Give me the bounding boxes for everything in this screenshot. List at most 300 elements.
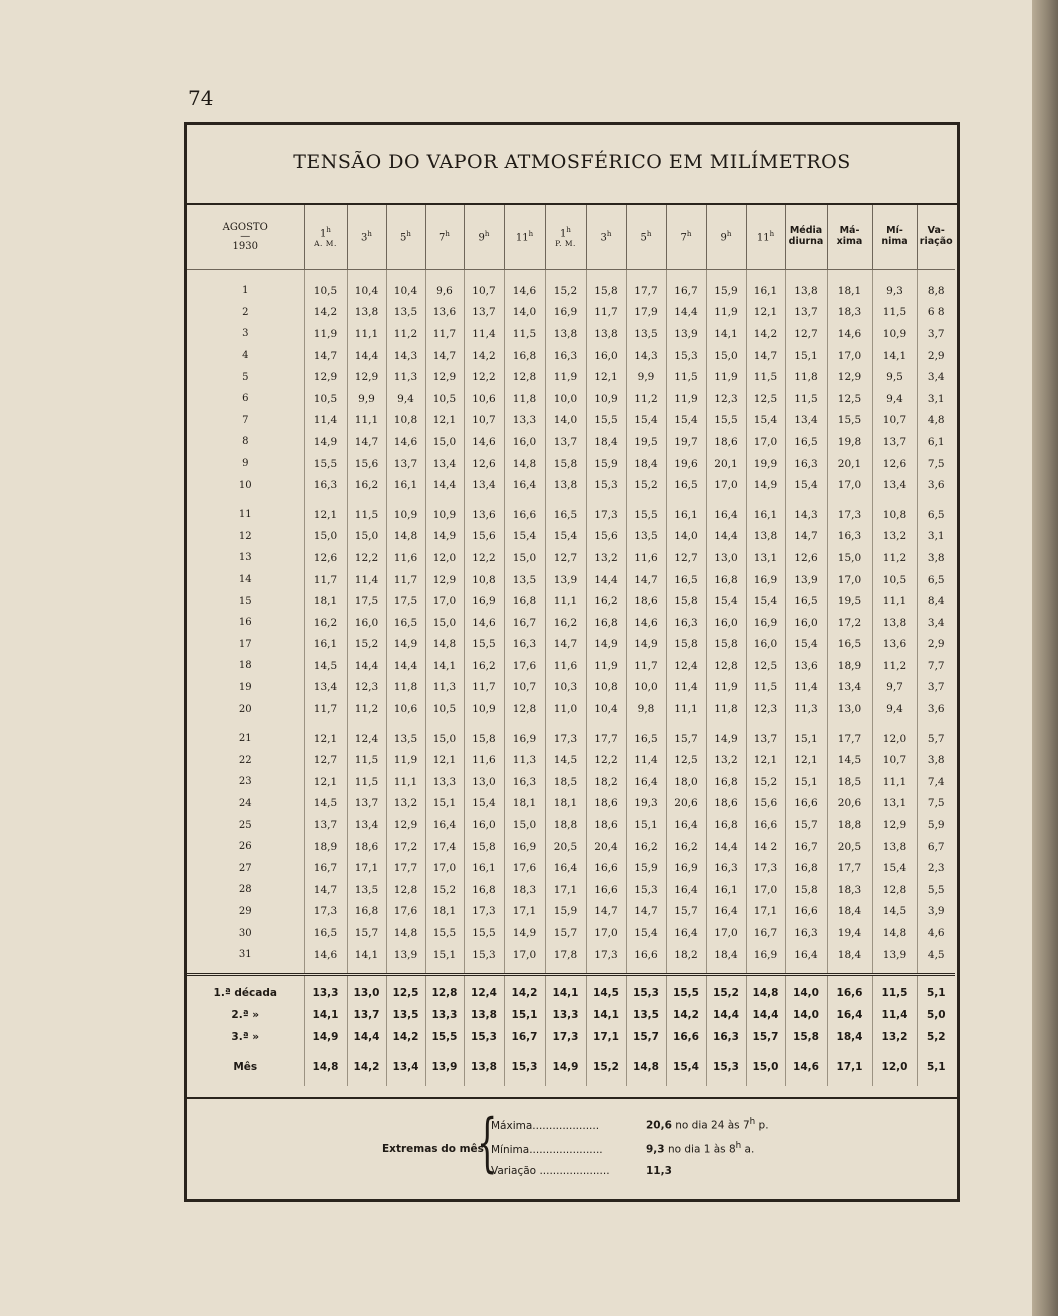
table-row xyxy=(187,836,955,858)
value-cell: 14,6 xyxy=(827,323,872,345)
value-cell: 16,2 xyxy=(666,836,706,858)
spacer-cell xyxy=(187,965,304,975)
spacer-cell xyxy=(504,270,545,281)
spacer-cell xyxy=(706,975,746,983)
value-cell: 12,7 xyxy=(666,547,706,569)
hour-sup: h xyxy=(606,230,612,239)
value-cell: 14,2 xyxy=(304,302,347,324)
value-cell: 15,0 xyxy=(425,728,464,750)
spacer-cell xyxy=(545,270,586,281)
spacer-cell xyxy=(626,720,666,728)
value-cell: 19,9 xyxy=(746,453,785,475)
day-cell: 30 xyxy=(187,922,304,944)
value-cell: 13,4 xyxy=(425,453,464,475)
table-row xyxy=(187,749,955,771)
value-cell: 15,9 xyxy=(545,901,586,923)
header-stat-3 xyxy=(917,205,955,270)
hour-sup: h xyxy=(484,230,490,239)
value-cell: 15,1 xyxy=(626,814,666,836)
spacer-cell xyxy=(425,1048,464,1056)
hour-label xyxy=(667,230,706,244)
spacer-cell xyxy=(545,975,586,983)
value-cell: 14,4 xyxy=(706,836,746,858)
spacer-cell xyxy=(626,270,666,281)
table-row xyxy=(187,612,955,634)
value-cell: 9,3 xyxy=(872,280,917,302)
value-cell: 11,4 xyxy=(626,749,666,771)
spacer-cell xyxy=(304,1078,347,1086)
spacer-cell xyxy=(626,496,666,504)
spacer-cell xyxy=(304,965,347,975)
table-row xyxy=(187,634,955,656)
value-cell: 12,8 xyxy=(706,655,746,677)
value-cell: 16,5 xyxy=(626,728,666,750)
value-cell: 16,5 xyxy=(827,634,872,656)
value-cell: 16,9 xyxy=(504,728,545,750)
table-row xyxy=(187,569,955,591)
hour-number: 7 xyxy=(439,232,446,244)
spacer-cell xyxy=(386,965,425,975)
spacer-cell xyxy=(347,1048,386,1056)
summary-value: 16,6 xyxy=(827,982,872,1004)
value-cell: 12,0 xyxy=(872,728,917,750)
value-cell: 18,5 xyxy=(545,771,586,793)
day-cell: 7 xyxy=(187,410,304,432)
value-cell: 12,2 xyxy=(464,366,504,388)
spacer-cell xyxy=(504,720,545,728)
spacer-cell xyxy=(464,975,504,983)
value-cell: 13,0 xyxy=(464,771,504,793)
value-cell: 9,8 xyxy=(626,698,666,720)
summary-value: 5,0 xyxy=(926,1009,946,1022)
value-cell: 10,9 xyxy=(586,388,626,410)
spacer-cell xyxy=(917,720,955,728)
day-cell: 21 xyxy=(187,728,304,750)
value-cell: 12,6 xyxy=(872,453,917,475)
value-cell: 15,5 xyxy=(586,410,626,432)
value-cell: 5,7 xyxy=(927,732,945,745)
spacer-cell xyxy=(425,975,464,983)
spacer-cell xyxy=(545,1078,586,1086)
spacer-cell xyxy=(504,965,545,975)
value-cell: 15,0 xyxy=(304,526,347,548)
summary-value: 5,2 xyxy=(926,1031,946,1044)
header-hour-2 xyxy=(386,205,425,270)
hour-sup: h xyxy=(686,230,692,239)
day-cell: 5 xyxy=(187,366,304,388)
spacer-cell xyxy=(872,496,917,504)
value-cell: 16,4 xyxy=(666,814,706,836)
value-cell: 16,3 xyxy=(785,453,827,475)
value-cell: 11,9 xyxy=(666,388,706,410)
spacer-cell xyxy=(746,270,785,281)
day-cell: 23 xyxy=(187,771,304,793)
header-stat-2 xyxy=(872,205,917,270)
value-cell: 14,5 xyxy=(304,655,347,677)
value-cell: 11,9 xyxy=(586,655,626,677)
value-cell: 13,8 xyxy=(545,323,586,345)
summary-value: 14,0 xyxy=(785,1004,827,1026)
value-cell: 15,4 xyxy=(785,634,827,656)
spacer-cell xyxy=(386,975,425,983)
value-cell: 9,9 xyxy=(626,366,666,388)
summary-value: 15,7 xyxy=(746,1026,785,1048)
hour-label xyxy=(505,230,545,244)
value-cell: 17,0 xyxy=(425,857,464,879)
table-row xyxy=(187,814,955,836)
spacer-cell xyxy=(425,270,464,281)
value-cell: 15,0 xyxy=(504,814,545,836)
value-cell: 3,6 xyxy=(927,703,945,716)
value-cell: 15,5 xyxy=(464,922,504,944)
value-cell: 12,8 xyxy=(504,698,545,720)
value-cell: 12,7 xyxy=(785,323,827,345)
value-cell: 17,5 xyxy=(347,590,386,612)
month-label: AGOSTO xyxy=(222,221,268,233)
day-cell: 4 xyxy=(187,345,304,367)
value-cell: 16,2 xyxy=(304,612,347,634)
value-cell: 18,2 xyxy=(586,771,626,793)
value-cell: 11,8 xyxy=(706,698,746,720)
value-cell: 11,6 xyxy=(626,547,666,569)
value-cell: 20,5 xyxy=(827,836,872,858)
value-cell: 11,7 xyxy=(464,677,504,699)
value-cell: 14,7 xyxy=(785,526,827,548)
spacer-cell xyxy=(785,270,827,281)
summary-value: 14,2 xyxy=(386,1026,425,1048)
value-cell: 15,4 xyxy=(706,590,746,612)
value-cell: 14,4 xyxy=(347,655,386,677)
value-cell: 17,7 xyxy=(386,857,425,879)
spacer-cell xyxy=(545,1048,586,1056)
table-row xyxy=(187,771,955,793)
value-cell: 3,4 xyxy=(927,371,945,384)
value-cell: 4,5 xyxy=(927,948,945,961)
value-cell: 14,4 xyxy=(347,345,386,367)
summary-value: 15,1 xyxy=(504,1004,545,1026)
value-cell: 14,7 xyxy=(626,569,666,591)
value-cell: 11,8 xyxy=(386,677,425,699)
value-cell: 16,4 xyxy=(666,922,706,944)
value-cell: 10,8 xyxy=(464,569,504,591)
value-cell: 14,8 xyxy=(386,526,425,548)
hour-sup: h xyxy=(646,230,652,239)
summary-value: 14,8 xyxy=(626,1056,666,1078)
header-stat-1 xyxy=(827,205,872,270)
summary-row xyxy=(187,982,955,1004)
summary-value: 13,3 xyxy=(304,982,347,1004)
summary-value: 17,3 xyxy=(545,1026,586,1048)
decade-gap-row xyxy=(187,496,955,504)
value-cell: 4,8 xyxy=(927,414,945,427)
value-cell: 10,8 xyxy=(872,504,917,526)
value-cell: 17,6 xyxy=(504,857,545,879)
day-cell: 6 xyxy=(187,388,304,410)
spacer-cell xyxy=(746,720,785,728)
hour-number: 11 xyxy=(756,232,770,244)
value-cell: 15,4 xyxy=(626,410,666,432)
day-cell: 10 xyxy=(187,474,304,496)
value-cell: 15,8 xyxy=(586,280,626,302)
value-cell: 13,7 xyxy=(386,453,425,475)
value-cell: 20,4 xyxy=(586,836,626,858)
spacer-row xyxy=(187,965,955,975)
header-row xyxy=(187,205,955,270)
value-cell: 11,5 xyxy=(785,388,827,410)
spacer-cell xyxy=(187,1048,304,1056)
value-cell: 7,4 xyxy=(927,775,945,788)
spacer-cell xyxy=(666,1078,706,1086)
summary-value: 16,3 xyxy=(706,1026,746,1048)
value-cell: 15,3 xyxy=(464,944,504,966)
value-cell: 16,3 xyxy=(545,345,586,367)
value-cell: 16,0 xyxy=(464,814,504,836)
value-cell: 14,7 xyxy=(304,879,347,901)
hour-label xyxy=(587,230,626,244)
value-cell: 16,5 xyxy=(666,569,706,591)
value-cell: 15,0 xyxy=(347,526,386,548)
value-cell: 14,3 xyxy=(785,504,827,526)
day-cell: 9 xyxy=(187,453,304,475)
value-cell: 9,4 xyxy=(872,698,917,720)
spacer-cell xyxy=(347,1078,386,1086)
value-cell: 11,7 xyxy=(425,323,464,345)
value-cell: 13,9 xyxy=(386,944,425,966)
value-cell: 12,6 xyxy=(304,547,347,569)
spacer-cell xyxy=(304,496,347,504)
summary-value: 13,8 xyxy=(464,1004,504,1026)
spacer-cell xyxy=(586,496,626,504)
value-cell: 9,5 xyxy=(872,366,917,388)
value-cell: 16,1 xyxy=(706,879,746,901)
value-cell: 10,5 xyxy=(872,569,917,591)
table-row xyxy=(187,302,955,324)
value-cell: 15,8 xyxy=(666,590,706,612)
header-hour-4 xyxy=(464,205,504,270)
value-cell: 13,3 xyxy=(425,771,464,793)
value-cell: 18,8 xyxy=(827,814,872,836)
spacer-cell xyxy=(586,1048,626,1056)
spacer-cell xyxy=(706,1048,746,1056)
value-cell: 16,5 xyxy=(785,431,827,453)
page-number: 74 xyxy=(188,86,214,110)
value-cell: 13,7 xyxy=(545,431,586,453)
header-hour-8 xyxy=(626,205,666,270)
value-cell: 12,9 xyxy=(304,366,347,388)
value-cell: 11,7 xyxy=(304,698,347,720)
value-cell: 16,2 xyxy=(545,612,586,634)
table-frame xyxy=(184,122,960,1202)
value-cell: 11,9 xyxy=(706,677,746,699)
value-cell: 14,5 xyxy=(872,901,917,923)
spacer-cell xyxy=(872,965,917,975)
value-cell: 18,6 xyxy=(706,793,746,815)
spacer-cell xyxy=(347,975,386,983)
value-cell: 14,7 xyxy=(425,345,464,367)
value-cell: 14,6 xyxy=(464,612,504,634)
value-cell: 15,0 xyxy=(425,431,464,453)
value-cell: 13,8 xyxy=(785,280,827,302)
summary-value: 14,6 xyxy=(785,1056,827,1078)
value-cell: 15,2 xyxy=(545,280,586,302)
value-cell: 15,0 xyxy=(504,547,545,569)
hour-number: 1 xyxy=(560,228,567,240)
value-cell: 19,6 xyxy=(666,453,706,475)
value-cell: 16,3 xyxy=(504,634,545,656)
value-cell: 16,0 xyxy=(347,612,386,634)
spacer-cell xyxy=(626,1078,666,1086)
value-cell: 13,2 xyxy=(386,793,425,815)
value-cell: 14,5 xyxy=(827,749,872,771)
value-cell: 13,1 xyxy=(872,793,917,815)
value-cell: 14,7 xyxy=(586,901,626,923)
value-cell: 14,1 xyxy=(425,655,464,677)
value-cell: 10,7 xyxy=(504,677,545,699)
value-cell: 17,3 xyxy=(827,504,872,526)
value-cell: 9,4 xyxy=(872,388,917,410)
value-cell: 17,0 xyxy=(746,431,785,453)
spacer-cell xyxy=(666,720,706,728)
spacer-cell xyxy=(917,270,955,281)
spacer-cell xyxy=(304,975,347,983)
value-cell: 18,1 xyxy=(827,280,872,302)
header-hour-1 xyxy=(347,205,386,270)
value-cell: 13,7 xyxy=(872,431,917,453)
day-cell: 2 xyxy=(187,302,304,324)
value-cell: 15,4 xyxy=(666,410,706,432)
value-cell: 8,8 xyxy=(927,284,945,297)
value-cell: 10,8 xyxy=(586,677,626,699)
value-cell: 11,2 xyxy=(872,655,917,677)
summary-value: 15,5 xyxy=(425,1026,464,1048)
value-cell: 15,2 xyxy=(746,771,785,793)
value-cell: 14,8 xyxy=(386,922,425,944)
value-cell: 11,1 xyxy=(545,590,586,612)
value-cell: 18,4 xyxy=(827,901,872,923)
value-cell: 11,5 xyxy=(347,749,386,771)
value-cell: 15,1 xyxy=(785,728,827,750)
value-cell: 11,4 xyxy=(464,323,504,345)
day-cell: 8 xyxy=(187,431,304,453)
hour-number: 7 xyxy=(680,232,687,244)
table-body xyxy=(187,270,955,1087)
summary-value: 18,4 xyxy=(827,1026,872,1048)
value-cell: 17,0 xyxy=(425,590,464,612)
header-hour-7 xyxy=(586,205,626,270)
summary-label: 2.ª » xyxy=(187,1004,304,1026)
value-cell: 16,8 xyxy=(464,879,504,901)
spacer-cell xyxy=(586,270,626,281)
value-cell: 10,9 xyxy=(464,698,504,720)
value-cell: 17,3 xyxy=(304,901,347,923)
summary-value: 14,9 xyxy=(545,1056,586,1078)
extreme-variacao: Variação ..................... 11,3 xyxy=(491,1165,672,1177)
value-cell: 19,5 xyxy=(626,431,666,453)
book-spine xyxy=(1032,0,1058,1316)
value-cell: 15,2 xyxy=(425,879,464,901)
value-cell: 17,0 xyxy=(706,474,746,496)
value-cell: 12,2 xyxy=(347,547,386,569)
hour-number: 5 xyxy=(400,232,407,244)
value-cell: 3,1 xyxy=(927,392,945,405)
value-cell: 10,9 xyxy=(386,504,425,526)
header-hour-11 xyxy=(746,205,785,270)
day-cell: 17 xyxy=(187,634,304,656)
value-cell: 14,7 xyxy=(304,345,347,367)
value-cell: 10,7 xyxy=(872,749,917,771)
value-cell: 10,9 xyxy=(872,323,917,345)
value-cell: 10,6 xyxy=(464,388,504,410)
value-cell: 10,0 xyxy=(626,677,666,699)
value-cell: 15,1 xyxy=(785,771,827,793)
spacer-cell xyxy=(785,1048,827,1056)
hour-number: 1 xyxy=(320,228,327,240)
value-cell: 13,6 xyxy=(872,634,917,656)
value-cell: 18,1 xyxy=(504,793,545,815)
spacer-cell xyxy=(386,270,425,281)
value-cell: 13,5 xyxy=(504,569,545,591)
summary-value: 14,2 xyxy=(666,1004,706,1026)
day-cell: 18 xyxy=(187,655,304,677)
spacer-cell xyxy=(464,720,504,728)
value-cell: 12,1 xyxy=(304,771,347,793)
value-cell: 11,9 xyxy=(706,302,746,324)
value-cell: 13,7 xyxy=(785,302,827,324)
value-cell: 18,6 xyxy=(586,814,626,836)
summary-value: 12,8 xyxy=(425,982,464,1004)
value-cell: 16,3 xyxy=(304,474,347,496)
value-cell: 15,0 xyxy=(706,345,746,367)
value-cell: 15,9 xyxy=(706,280,746,302)
value-cell: 18,0 xyxy=(666,771,706,793)
value-cell: 15,8 xyxy=(706,634,746,656)
spacer-cell xyxy=(386,1078,425,1086)
value-cell: 2,9 xyxy=(927,638,945,651)
value-cell: 9,7 xyxy=(872,677,917,699)
spacer-cell xyxy=(425,1078,464,1086)
table-row xyxy=(187,504,955,526)
value-cell: 14,3 xyxy=(626,345,666,367)
value-cell: 18,9 xyxy=(827,655,872,677)
spacer-cell xyxy=(626,965,666,975)
spacer-cell xyxy=(347,270,386,281)
value-cell: 16,5 xyxy=(304,922,347,944)
value-cell: 15,1 xyxy=(425,793,464,815)
value-cell: 13,5 xyxy=(626,526,666,548)
table-header xyxy=(187,205,955,270)
value-cell: 16,4 xyxy=(706,504,746,526)
value-cell: 13,9 xyxy=(872,944,917,966)
value-cell: 3,8 xyxy=(927,551,945,564)
stat-label-line2: riação xyxy=(919,236,953,247)
value-cell: 10,7 xyxy=(464,280,504,302)
value-cell: 13,8 xyxy=(746,526,785,548)
summary-value: 14,2 xyxy=(347,1056,386,1078)
spacer-cell xyxy=(386,496,425,504)
value-cell: 11,5 xyxy=(872,302,917,324)
summary-value: 12,5 xyxy=(386,982,425,1004)
value-cell: 13,3 xyxy=(504,410,545,432)
value-cell: 16,8 xyxy=(785,857,827,879)
value-cell: 15,0 xyxy=(827,547,872,569)
table-row xyxy=(187,431,955,453)
spacer-cell xyxy=(304,270,347,281)
value-cell: 15,6 xyxy=(464,526,504,548)
value-cell: 12,9 xyxy=(872,814,917,836)
spacer-cell xyxy=(586,1078,626,1086)
hour-label xyxy=(627,230,666,244)
value-cell: 6,5 xyxy=(927,508,945,521)
